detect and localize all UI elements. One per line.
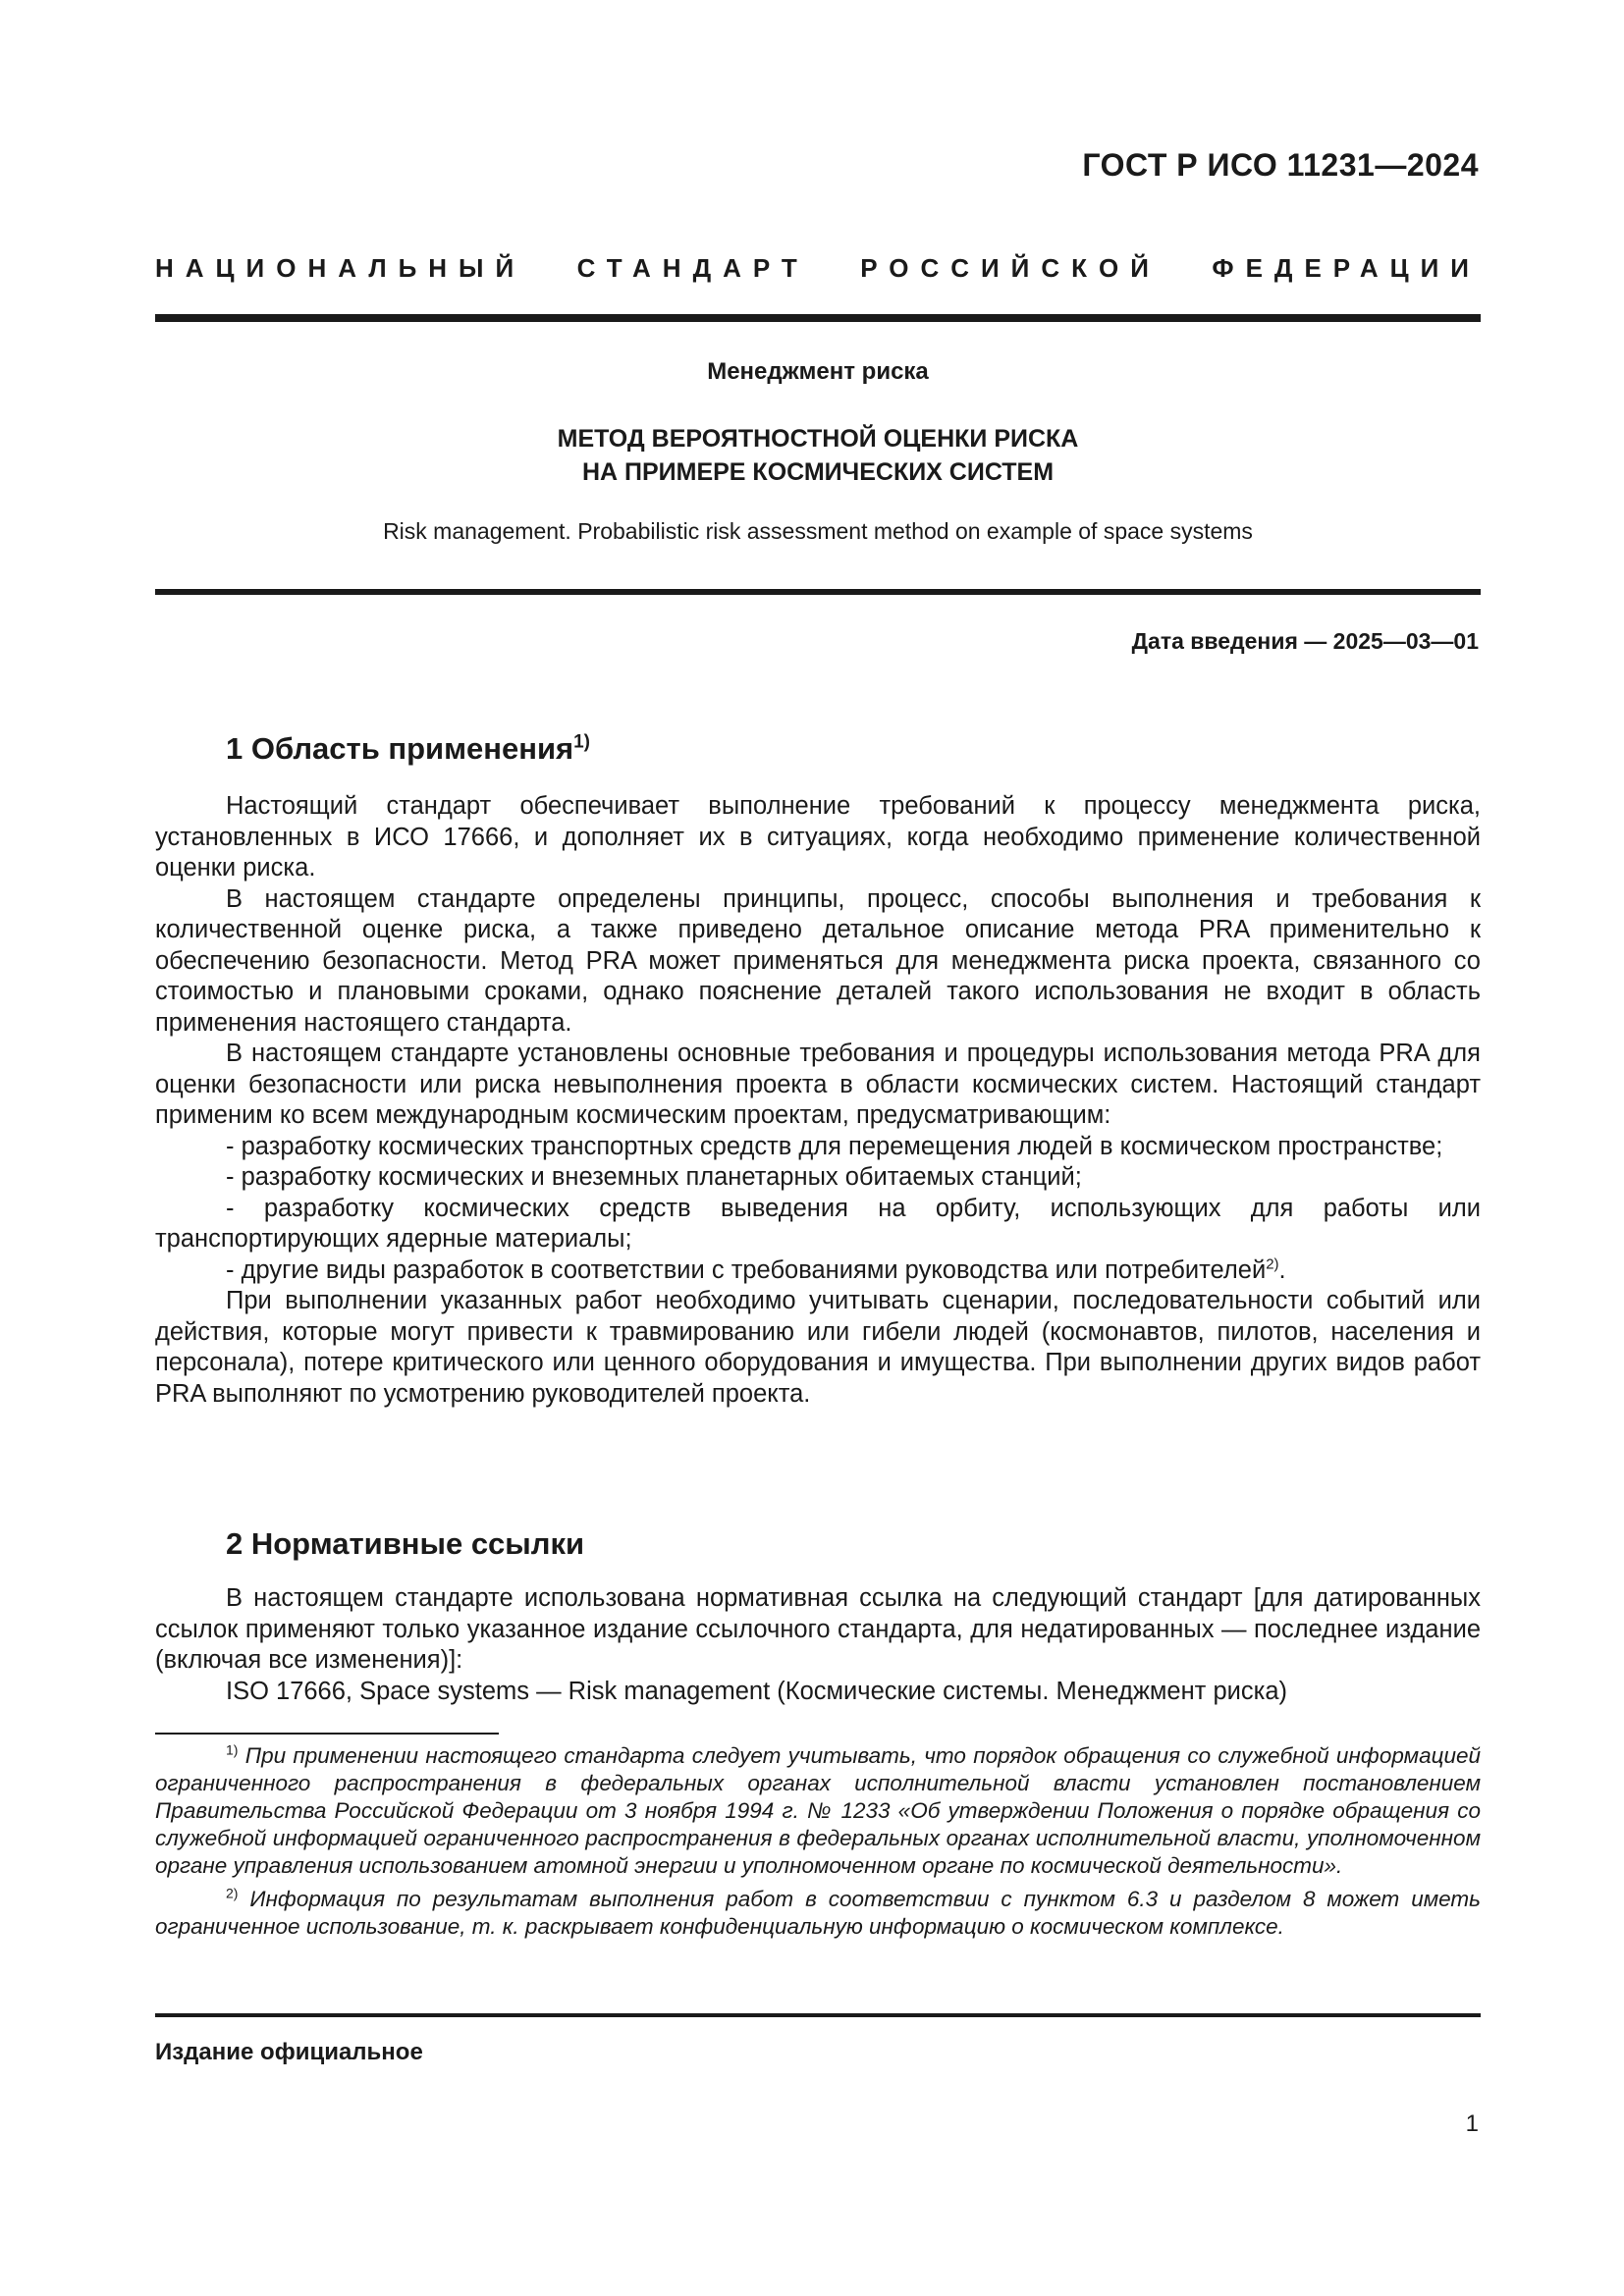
paragraph: В настоящем стандарте определены принципы, процесс, способы выполнения и требования к количественной оценке риска, а также приведено детальное описание метода PRA применительно к обеспечению безопасности. Метод PRA может применяться для менеджмента риска проекта, связанного со стоимостью и плановыми сроками, однако пояснение деталей такого использования не входит в область применения настоящего стандарта. — [155, 884, 1481, 1037]
paragraph: Настоящий стандарт обеспечивает выполнение требований к процессу менеджмента риска, установленных в ИСО 17666, и дополняет их в ситуациях, когда необходимо применение количественной оценки риска. — [155, 792, 1481, 881]
footnote-1-mark: 1) — [226, 1741, 239, 1758]
paragraph: В настоящем стандарте установлены основные требования и процедуры использования метода PRA для оценки безопасности или риска невыполнения проекта в области космических систем. Настоящий стандарт применим ко всем международным космическим проектам, предусматривающим: — [155, 1040, 1481, 1129]
section-1-heading — [226, 731, 590, 767]
english-title: Risk management. Probabilistic risk assessment method on example of space systems — [383, 518, 1253, 544]
section-1-heading-text: 1 Область применения — [226, 731, 574, 766]
footnote-ref-2[interactable]: 2) — [1266, 1255, 1279, 1272]
list-item-end: . — [1278, 1255, 1286, 1284]
title-line-1: МЕТОД ВЕРОЯТНОСТНОЙ ОЦЕНКИ РИСКА — [557, 425, 1079, 453]
footnotes — [155, 1742, 1481, 1947]
section-2-heading: 2 Нормативные ссылки — [226, 1526, 585, 1561]
footnote-2 — [155, 1886, 1481, 1941]
paragraph: В настоящем стандарте использована нормативная ссылка на следующий стандарт [для датированных ссылок применяют только указанное издание ссылочного стандарта, для недатированных — последнее издание (включая все изменения)]: — [155, 1584, 1481, 1674]
title-line-2: НА ПРИМЕРЕ КОСМИЧЕСКИХ СИСТЕМ — [581, 458, 1055, 486]
document-subject: Менеджмент риска — [707, 358, 929, 385]
top-rule — [155, 314, 1481, 322]
bottom-rule — [155, 2013, 1481, 2017]
paragraph: При выполнении указанных работ необходимо учитывать сценарии, последовательности событий или действия, которые могут привести к травмированию или гибели людей (космонавтов, пилотов, населения и персонала), потере критического или ценного оборудования и имущества. При выполнении других видов работ PRA выполняют по усмотрению руководителей проекта. — [155, 1287, 1481, 1408]
list-item: - разработку космических средств выведения на орбиту, использующих для работы или транспортирующих ядерные материалы; — [155, 1194, 1481, 1253]
footnote-separator — [155, 1733, 499, 1735]
section-1-body — [155, 791, 1481, 1410]
page-number: 1 — [1465, 2110, 1479, 2137]
footnote-1 — [155, 1742, 1481, 1880]
footnote-2-text: Информация по результатам выполнения работ в соответствии с пунктом 6.3 и разделом 8 может иметь ограниченное использование, т. к. раскрывает конфиденциальную информацию о космическом комплексе. — [155, 1887, 1481, 1939]
footnote-ref-1[interactable]: 1) — [573, 731, 590, 753]
document-title — [155, 422, 1481, 489]
standard-type: НАЦИОНАЛЬНЫЙ СТАНДАРТ РОССИЙСКОЙ ФЕДЕРАЦИИ — [155, 253, 1481, 283]
list-item-text: - другие виды разработок в соответствии с требованиями руководства или потребителей — [226, 1255, 1267, 1284]
list-item — [155, 1255, 1481, 1287]
introduction-date: Дата введения — 2025—03—01 — [1131, 628, 1479, 654]
section-2-body — [155, 1583, 1481, 1707]
list-item: - разработку космических и внеземных планетарных обитаемых станций; — [226, 1163, 1082, 1191]
list-item: - разработку космических транспортных средств для перемещения людей в космическом пространстве; — [226, 1132, 1443, 1160]
footnote-2-mark: 2) — [226, 1885, 239, 1901]
title-rule — [155, 589, 1481, 595]
footnote-1-text: При применении настоящего стандарта следует учитывать, что порядок обращения со служебной информацией ограниченного распространения в федеральных органах исполнительной власти установлен постановлением Правительства Российской Федерации от 3 ноября 1994 г. № 1233 «Об утверждении Положения о порядке обращения со служебной информацией ограниченного распространения в федеральных органах исполнительной власти, уполномоченном органе управления использованием атомной энергии и уполномоченном органе по космической деятельности». — [155, 1743, 1481, 1878]
reference-item: ISO 17666, Space systems — Risk management (Космические системы. Менеджмент риска) — [226, 1677, 1288, 1705]
gost-code: ГОСТ Р ИСО 11231—2024 — [1082, 147, 1479, 183]
edition-label: Издание официальное — [155, 2039, 423, 2065]
